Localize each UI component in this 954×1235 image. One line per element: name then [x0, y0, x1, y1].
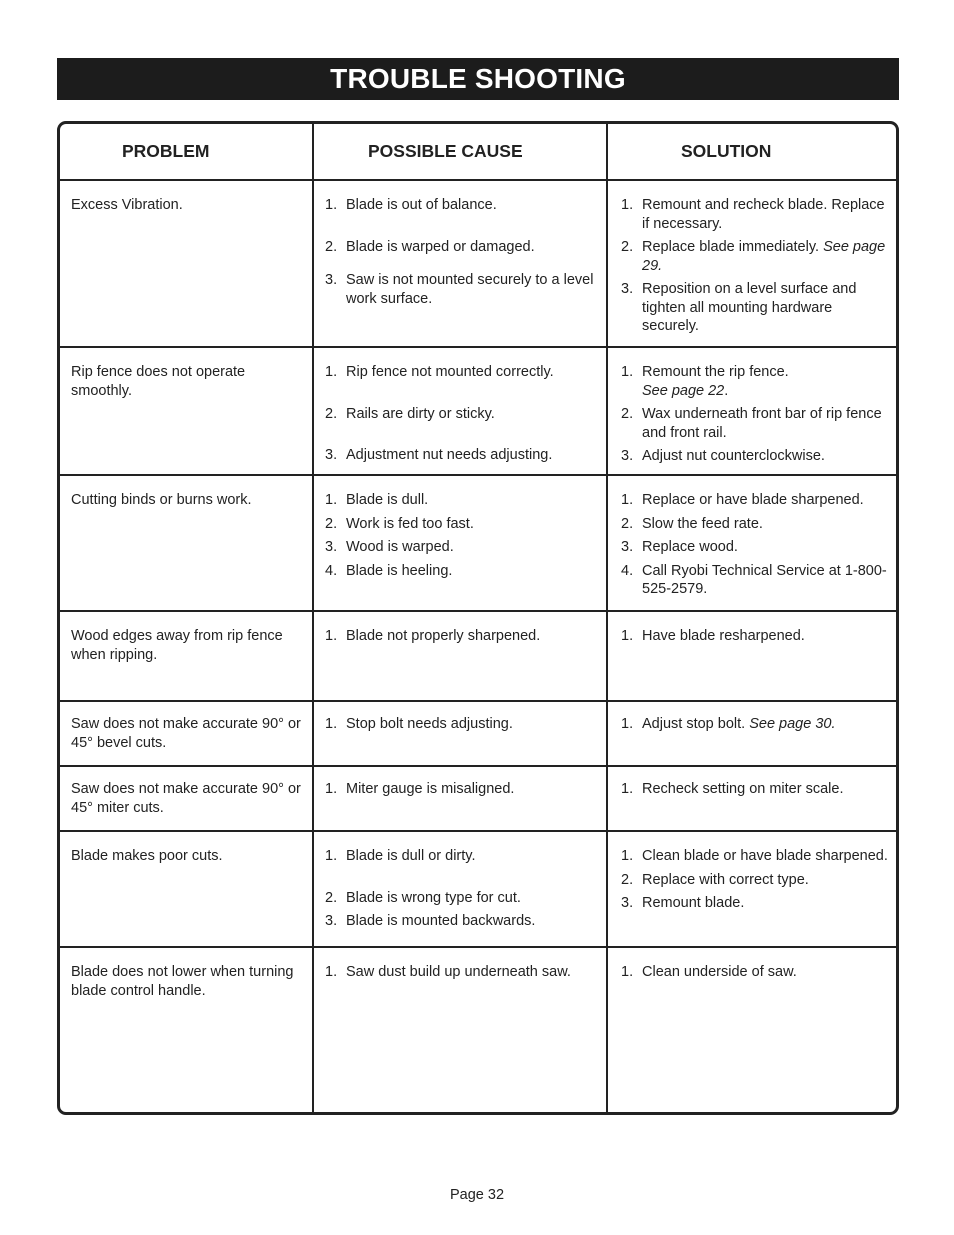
troubleshooting-table: [57, 121, 899, 1115]
cause-list: [325, 847, 595, 931]
solution-item: 2. Slow the feed rate.: [621, 515, 763, 532]
page-number: Page 32: [449, 1187, 505, 1203]
cause-list: [325, 715, 595, 734]
problem-text: Rip fence does not operate smoothly.: [71, 364, 246, 399]
table-header-row: [60, 124, 896, 181]
problem-text: Saw does not make accurate 90° or 45° miter cuts.: [71, 781, 301, 816]
cause-item: 3. Blade is mounted backwards.: [325, 913, 536, 929]
table-row: [60, 612, 896, 702]
problem-text: Excess Vibration.: [71, 197, 183, 213]
problem-header: PROBLEM: [122, 141, 210, 161]
cause-item: 2. Blade is wrong type for cut.: [325, 889, 521, 906]
table-row: [60, 476, 896, 612]
cause-list: [325, 627, 595, 646]
solution-item: 4. Call Ryobi Technical Service at 1-800-525-2579.: [621, 562, 887, 597]
solution-item: 1. Adjust stop bolt. See page 30.: [621, 716, 836, 732]
cause-item: 3. Adjustment nut needs adjusting.: [325, 447, 553, 463]
table-row: [60, 767, 896, 832]
cause-item: 2. Work is fed too fast.: [325, 515, 474, 532]
solution-item: 1. Clean underside of saw.: [621, 964, 797, 980]
cause-item: 2. Rails are dirty or sticky.: [325, 405, 495, 422]
cause-item: 4. Blade is heeling.: [325, 562, 453, 579]
solution-item: 2. Replace blade immediately. See page 29.: [621, 239, 886, 274]
solution-list: [621, 363, 893, 466]
cause-item: 1. Rip fence not mounted correctly.: [325, 364, 554, 380]
cause-item: 1. Blade is dull.: [325, 492, 429, 508]
cause-list: [325, 196, 595, 308]
problem-text: Wood edges away from rip fence when ripping.: [71, 628, 283, 663]
page-reference: See page 22: [642, 382, 725, 399]
solution-item: 3. Reposition on a level surface and tighten all mounting hardware securely.: [621, 281, 857, 334]
cause-list: [325, 363, 595, 465]
page-title: TROUBLE SHOOTING: [57, 58, 899, 100]
solution-item: 1. Remount and recheck blade. Replace if necessary.: [621, 197, 885, 232]
solution-list: [621, 715, 893, 734]
solution-item: 1. Recheck setting on miter scale.: [621, 781, 844, 797]
table-row: [60, 181, 896, 348]
solution-item: 1. Replace or have blade sharpened.: [621, 492, 864, 508]
page-reference: See page 30.: [749, 716, 836, 732]
table-row: [60, 348, 896, 476]
solution-item: 1. Remount the rip fence. See page 22.: [621, 364, 789, 399]
cause-item: 1. Blade is out of balance.: [325, 197, 497, 213]
cause-item: 1. Stop bolt needs adjusting.: [325, 716, 513, 732]
problem-text: Blade does not lower when turning blade control handle.: [71, 964, 294, 999]
solution-list: [621, 847, 893, 913]
cause-item: 1. Saw dust build up underneath saw.: [325, 964, 571, 980]
solution-item: 3. Remount blade.: [621, 895, 745, 911]
cause-item: 2. Blade is warped or damaged.: [325, 238, 535, 255]
table-row: [60, 702, 896, 767]
solution-header: SOLUTION: [681, 141, 772, 161]
cause-item: 3. Wood is warped.: [325, 539, 454, 555]
solution-item: 3. Replace wood.: [621, 539, 738, 555]
solution-list: [621, 627, 893, 646]
page-reference: See page 29.: [642, 239, 886, 274]
solution-item: 1. Clean blade or have blade sharpened.: [621, 848, 888, 864]
problem-text: Cutting binds or burns work.: [71, 492, 252, 508]
problem-text: Saw does not make accurate 90° or 45° bevel cuts.: [71, 716, 301, 751]
solution-list: [621, 780, 893, 799]
solution-item: 2. Wax underneath front bar of rip fence and front rail.: [621, 406, 882, 441]
solution-list: [621, 963, 893, 982]
table-row: [60, 948, 896, 1115]
cause-item: 1. Blade is dull or dirty.: [325, 848, 476, 864]
cause-item: 1. Blade not properly sharpened.: [325, 628, 541, 644]
solution-item: 2. Replace with correct type.: [621, 871, 809, 888]
cause-list: [325, 491, 595, 580]
table-row: [60, 832, 896, 948]
cause-item: 1. Miter gauge is misaligned.: [325, 781, 515, 797]
cause-header: POSSIBLE CAUSE: [368, 141, 523, 161]
cause-list: [325, 963, 595, 982]
solution-list: [621, 196, 893, 336]
problem-text: Blade makes poor cuts.: [71, 848, 223, 864]
cause-list: [325, 780, 595, 799]
solution-item: 1. Have blade resharpened.: [621, 628, 805, 644]
cause-item: 3. Saw is not mounted securely to a level work surface.: [325, 272, 594, 307]
solution-item: 3. Adjust nut counterclockwise.: [621, 448, 825, 464]
solution-list: [621, 491, 893, 599]
